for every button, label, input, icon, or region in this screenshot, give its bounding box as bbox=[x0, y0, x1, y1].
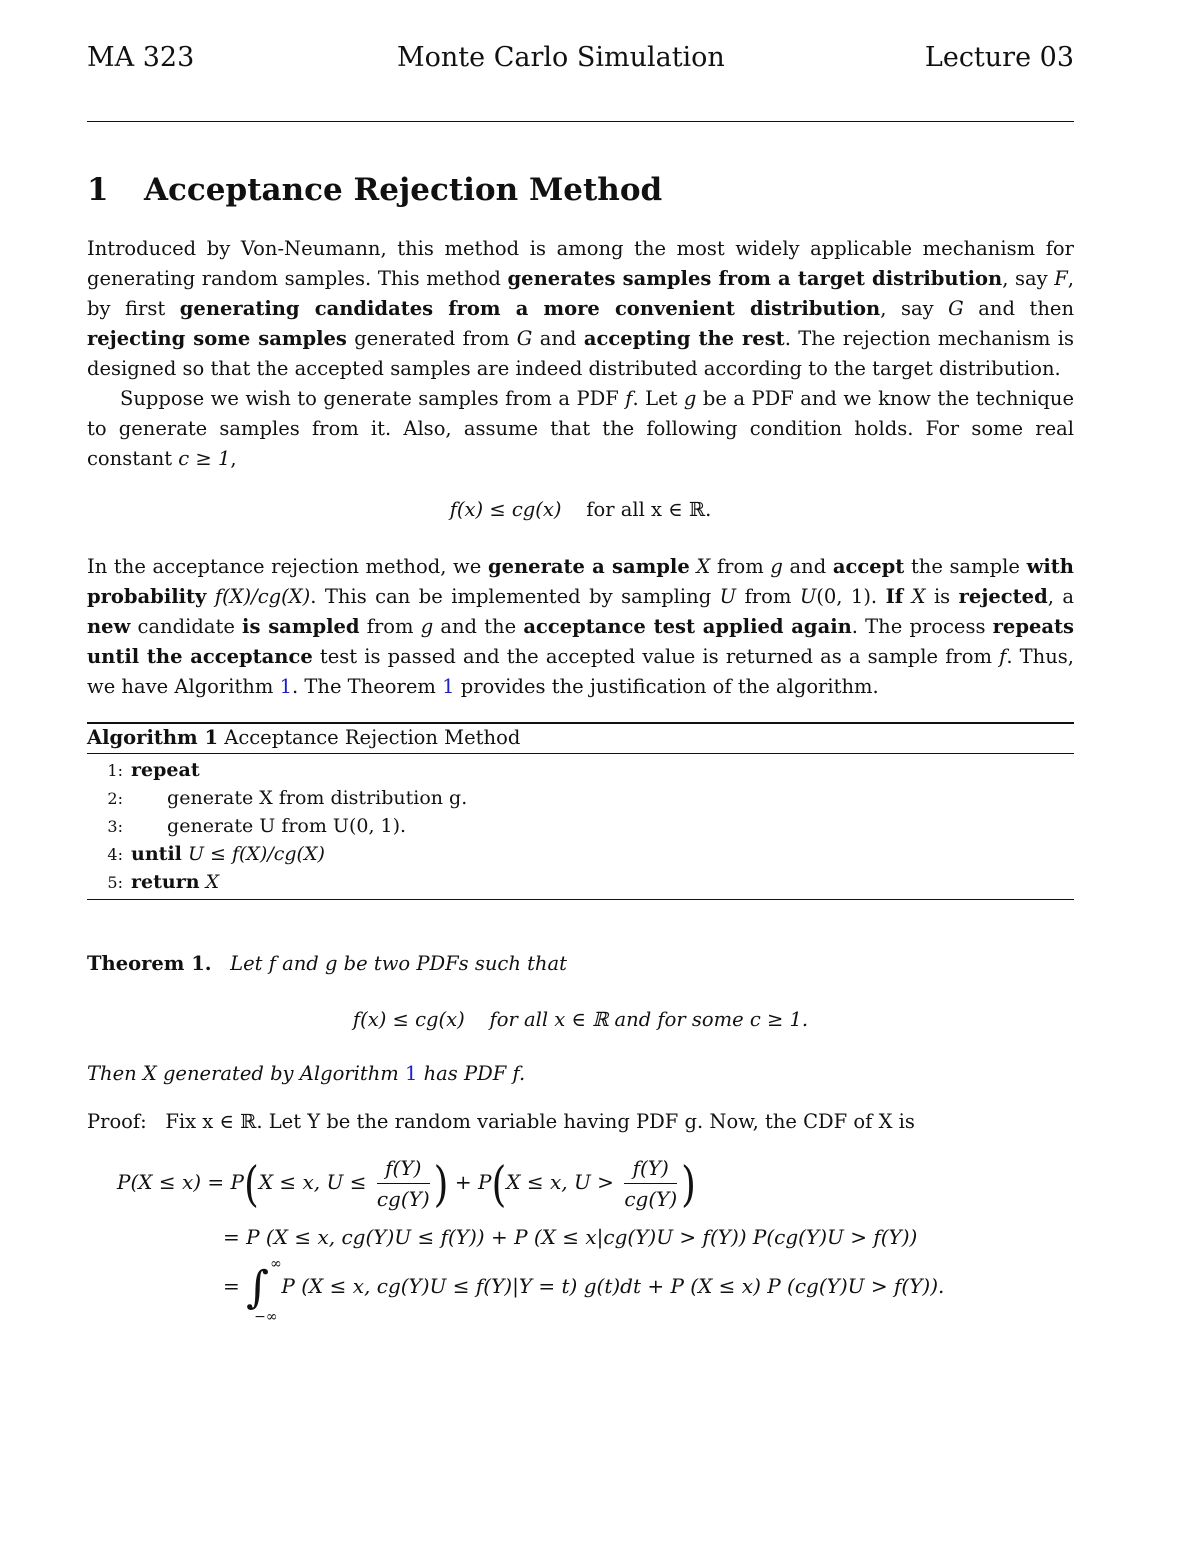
algorithm-top-rule bbox=[87, 722, 1074, 724]
lecture-number: Lecture 03 bbox=[924, 42, 1074, 73]
proof-label: Proof: bbox=[87, 1110, 147, 1133]
theorem-label: Theorem 1. bbox=[87, 952, 212, 975]
algorithm-title bbox=[87, 726, 520, 749]
method-paragraph: In the acceptance rejection method, we generate a sample X from g and accept the sample with probability f(X)/cg(X). This can be implemented by sampling U from U(0, 1). If X is rejected, a new candidate is sampled from g and the acceptance test applied again. The process repeats until the acceptance test is passed and the accepted value is returned as a sample from f. Thus, we have Algorithm 1. The Theorem 1 provides the justification of the algorithm. bbox=[87, 555, 1075, 698]
running-header bbox=[87, 42, 1074, 78]
proof-equation-line-1: P(X ≤ x) = P(X ≤ x, U ≤ $\frac{f(Y)}{cg(Y)}$ ) + P(X ≤ x, U > $\frac{f(Y)}{cg(Y)}$ ) bbox=[117, 1156, 696, 1211]
algorithm-line: 1: repeat bbox=[107, 759, 200, 781]
intro-paragraph: Introduced by Von-Neumann, this method is among the most widely applicable mechanism for generating random samples. This method generates samples from a target distribution, say F, by first generating candidates from a more convenient distribution, say G and then rejecting some samples generated from G and accepting the rest. The rejection mechanism is designed so that the accepted samples are indeed distributed according to the target distribution. bbox=[87, 237, 1075, 380]
fraction: $\frac{f(Y)}{cg(Y)}$ bbox=[624, 1156, 678, 1211]
algorithm-bottom-rule bbox=[87, 899, 1074, 900]
section-title: Acceptance Rejection Method bbox=[144, 172, 663, 208]
algorithm-line: 4: until U ≤ f(X)/cg(X) bbox=[107, 843, 325, 865]
course-code: MA 323 bbox=[87, 42, 195, 73]
theorem-statement: Theorem 1. Let f and g be two PDFs such that bbox=[87, 952, 567, 975]
algorithm-line: 3: generate U from U(0, 1). bbox=[107, 815, 407, 837]
section-number: 1 bbox=[87, 172, 109, 208]
theorem-link[interactable]: 1 bbox=[442, 675, 455, 698]
proof-equation-line-2: = P (X ≤ x, cg(Y)U ≤ f(Y)) + P (X ≤ x|cg(Y)U > f(Y)) P(cg(Y)U > f(Y)) bbox=[223, 1225, 918, 1249]
fraction: $\frac{f(Y)}{cg(Y)}$ bbox=[376, 1156, 430, 1211]
header-rule bbox=[87, 121, 1074, 122]
course-title: Monte Carlo Simulation bbox=[397, 42, 725, 73]
condition-equation: f(x) ≤ cg(x) for all x ∈ ℝ. bbox=[449, 498, 712, 521]
algorithm-mid-rule bbox=[87, 753, 1074, 754]
theorem-conclusion: Then X generated by Algorithm 1 has PDF f. bbox=[87, 1062, 526, 1085]
algorithm-name: Acceptance Rejection Method bbox=[224, 726, 521, 749]
proof-equation-line-3: = ∫ ∞ −∞ P (X ≤ x, cg(Y)U ≤ f(Y)|Y = t) g(t)dt + P (X ≤ x) P (cg(Y)U > f(Y)). bbox=[223, 1256, 945, 1325]
algorithm-label: Algorithm 1 bbox=[87, 726, 219, 749]
algorithm-link[interactable]: 1 bbox=[279, 675, 292, 698]
algorithm-line: 5: return X bbox=[107, 871, 220, 893]
integral-sign: ∫ ∞ −∞ bbox=[246, 1256, 282, 1325]
algorithm-line: 2: generate X from distribution g. bbox=[107, 787, 468, 809]
suppose-paragraph: Suppose we wish to generate samples from a PDF f. Let g be a PDF and we know the technique to generate samples from it. Also, assume that the following condition holds. For some real constant c ≥ 1, bbox=[87, 387, 1074, 470]
theorem-equation: f(x) ≤ cg(x) for all x ∈ ℝ and for some c ≥ 1. bbox=[352, 1008, 809, 1031]
proof-intro: Proof: Fix x ∈ ℝ. Let Y be the random variable having PDF g. Now, the CDF of X is bbox=[87, 1110, 915, 1133]
algorithm-link[interactable]: 1 bbox=[404, 1062, 418, 1085]
section-heading bbox=[87, 172, 662, 208]
